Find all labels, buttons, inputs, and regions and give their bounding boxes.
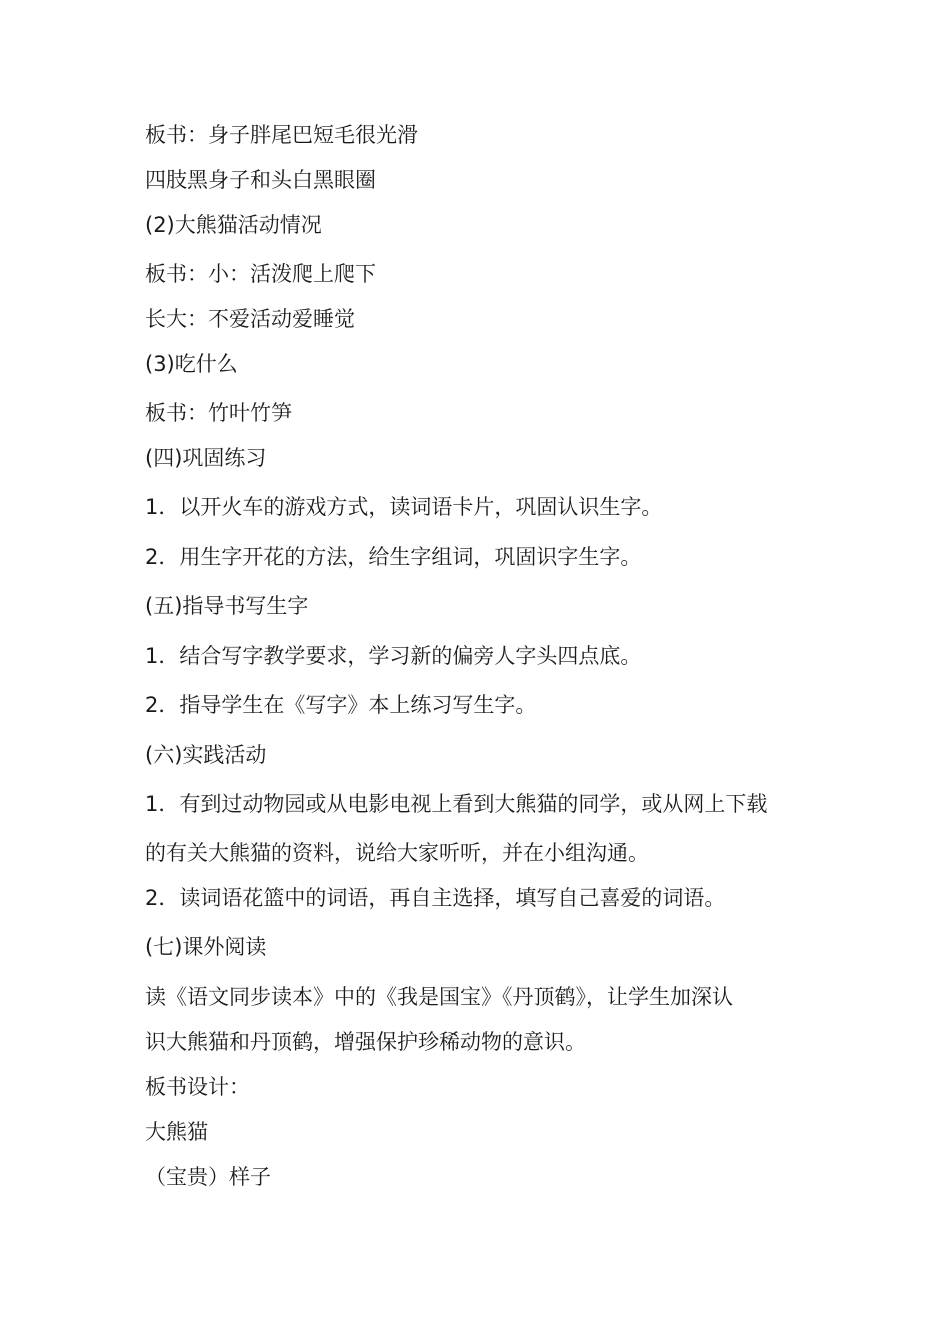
paragraph-reading-line-1: 读《语文同步读本》中的《我是国宝》《丹顶鹤》，让学生加深认 [145,985,733,1009]
list-item-six-1-line-2: 的有关大熊猫的资料，说给大家听听，并在小组沟通。 [145,841,649,865]
text-line-4: 板书：小：活泼爬上爬下 [145,262,376,286]
section-heading-five: (五)指导书写生字 [145,594,309,618]
board-design-item: （宝贵）样子 [145,1165,271,1189]
section-heading-four: (四)巩固练习 [145,446,267,470]
text-line-2: 四肢黑身子和头白黑眼圈 [145,168,376,192]
board-design-heading: 板书设计： [145,1075,250,1099]
board-design-title: 大熊猫 [145,1120,208,1144]
paragraph-reading-line-2: 识大熊猫和丹顶鹤，增强保护珍稀动物的意识。 [145,1030,586,1054]
section-heading-3: (3)吃什么 [145,352,238,376]
text-line-5: 长大：不爱活动爱睡觉 [145,307,355,331]
list-item-four-2: 2．用生字开花的方法，给生字组词，巩固识字生字。 [145,545,642,569]
text-line-1: 板书：身子胖尾巴短毛很光滑 [145,123,418,147]
list-item-six-2: 2．读词语花篮中的词语，再自主选择，填写自己喜爱的词语。 [145,886,726,910]
section-heading-seven: (七)课外阅读 [145,935,267,959]
section-heading-six: (六)实践活动 [145,743,267,767]
list-item-six-1-line-1: 1．有到过动物园或从电影电视上看到大熊猫的同学，或从网上下载 [145,792,768,816]
text-line-7: 板书：竹叶竹笋 [145,401,292,425]
section-heading-2: (2)大熊猫活动情况 [145,213,322,237]
list-item-five-2: 2．指导学生在《写字》本上练习写生字。 [145,693,537,717]
list-item-four-1: 1．以开火车的游戏方式，读词语卡片，巩固认识生字。 [145,495,663,519]
list-item-five-1: 1．结合写字教学要求，学习新的偏旁人字头四点底。 [145,644,642,668]
